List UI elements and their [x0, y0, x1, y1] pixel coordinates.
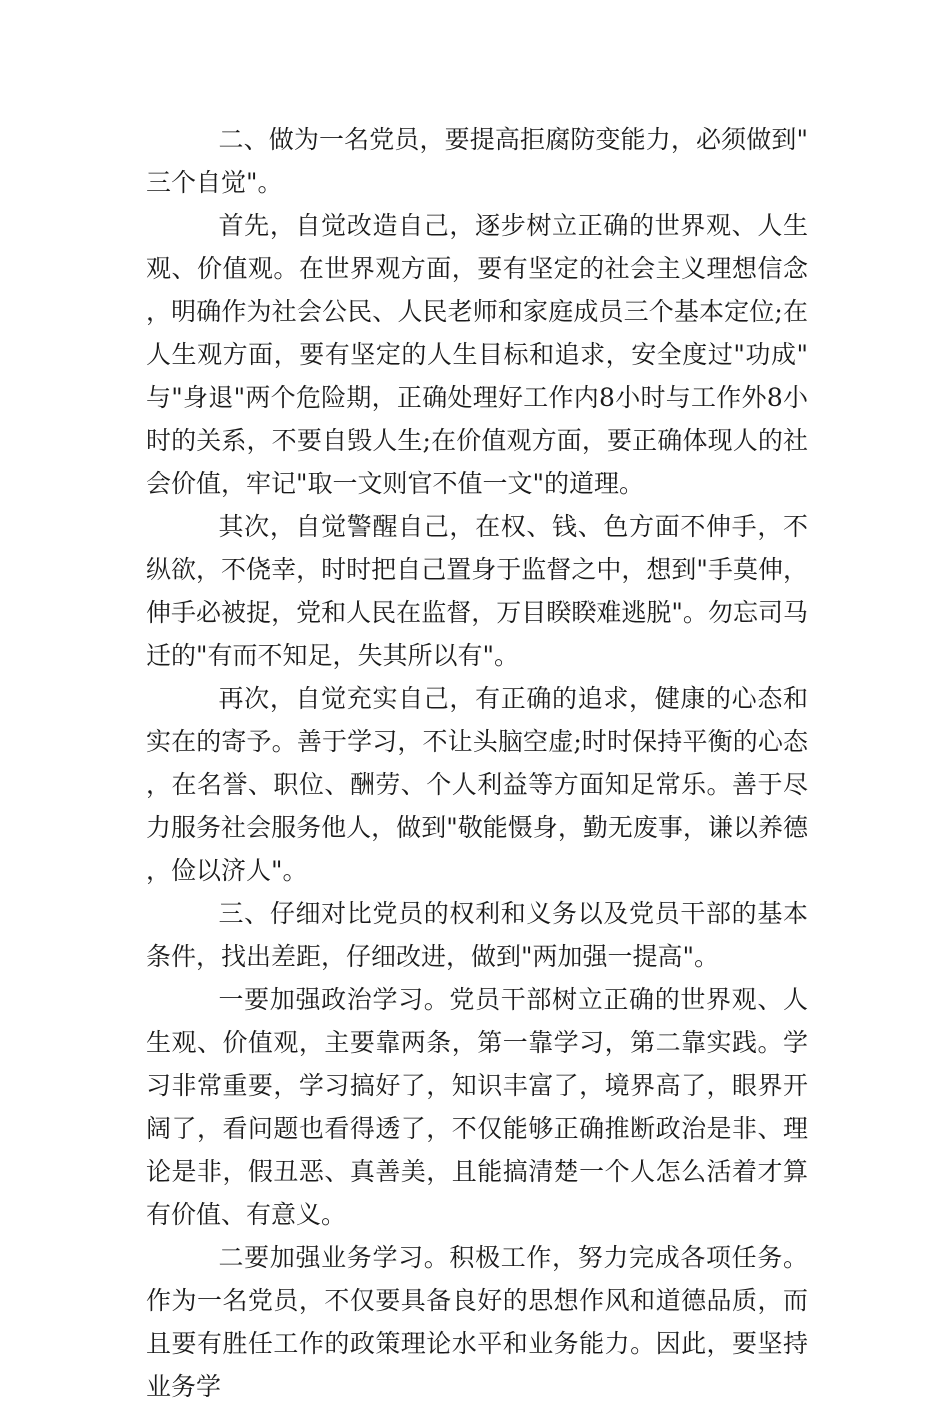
paragraph-first-self-reform: 首先，自觉改造自己，逐步树立正确的世界观、人生观、价值观。在世界观方面，要有坚定的社会主义理想信念，明确作为社会公民、人民老师和家庭成员三个基本定位;在人生观方面，要有坚定的人生目标和追求，安全度过"功成"与"身退"两个危险期，正确处理好工作内8小时与工作外8小时的关系，不要自毁人生;在价值观方面，要正确体现人的社会价值，牢记"取一文则官不值一文"的道理。 [146, 211, 808, 498]
document-page [146, 118, 808, 1408]
paragraph-business-study: 二要加强业务学习。积极工作，努力完成各项任务。作为一名党员，不仅要具备良好的思想作风和道德品质，而且要有胜任工作的政策理论水平和业务能力。因此，要坚持业务学 [146, 1243, 808, 1401]
paragraph-political-study: 一要加强政治学习。党员干部树立正确的世界观、人生观、价值观，主要靠两条，第一靠学习，第二靠实践。学习非常重要，学习搞好了，知识丰富了，境界高了，眼界开阔了，看问题也看得透了，不仅能够正确推断政治是非、理论是非，假丑恶、真善美，且能搞清楚一个人怎么活着才算有价值、有意义。 [146, 985, 808, 1229]
paragraph-compare-rights-duties: 三、仔细对比党员的权利和义务以及党员干部的基本条件，找出差距，仔细改进，做到"两加强一提高"。 [146, 899, 808, 971]
paragraph-three-consciousness-heading: 二、做为一名党员，要提高拒腐防变能力，必须做到"三个自觉"。 [146, 125, 808, 197]
paragraph-third-self-enrich: 再次，自觉充实自己，有正确的追求，健康的心态和实在的寄予。善于学习，不让头脑空虚;时时保持平衡的心态，在名誉、职位、酬劳、个人利益等方面知足常乐。善于尽力服务社会服务他人，做到"敬能慑身，勤无废事，谦以养德，俭以济人"。 [146, 684, 808, 885]
paragraph-second-self-alert: 其次，自觉警醒自己，在权、钱、色方面不伸手，不纵欲，不侥幸，时时把自己置身于监督之中，想到"手莫伸，伸手必被捉，党和人民在监督，万目睽睽难逃脱"。勿忘司马迁的"有而不知足，失其所以有"。 [146, 512, 808, 670]
